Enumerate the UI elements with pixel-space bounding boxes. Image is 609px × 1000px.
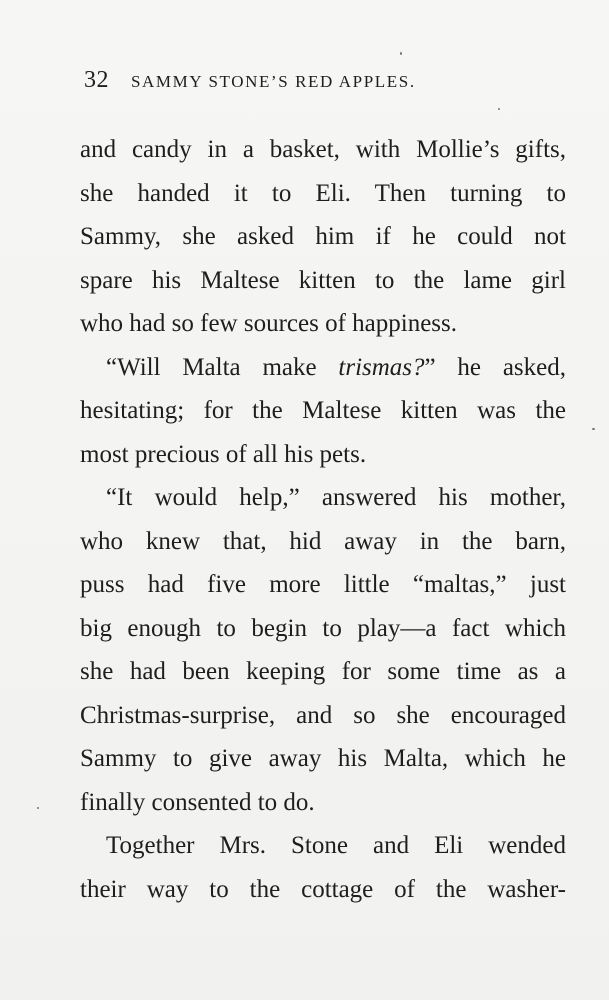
text-line: Sammy to give away his Malta, which he (80, 745, 566, 772)
text-line: big enough to begin to play—a fact which (80, 614, 566, 642)
text-line: spare his Maltese kitten to the lame girl (80, 266, 566, 294)
text-line: “It would help,” answered his mother, (106, 484, 566, 511)
text-line: who knew that, hid away in the barn, (80, 527, 566, 555)
text-line: Together Mrs. Stone and Eli wended (106, 832, 566, 859)
text-line: who had so few sources of happiness. (80, 310, 458, 337)
text-line (80, 346, 566, 390)
italic-word: trismas? (338, 353, 425, 381)
text-line: she handed it to Eli. Then turning to (80, 179, 566, 207)
text-fragment: ” he asked, (424, 353, 566, 381)
text-line: Christmas-surprise, and so she encouraged (80, 701, 566, 729)
body-text (80, 128, 566, 911)
scan-speck (498, 108, 500, 110)
text-line: most precious of all his pets. (80, 440, 367, 468)
text-fragment: “Will Malta make (106, 353, 339, 381)
text-line: Sammy, she asked him if he could not (80, 223, 566, 250)
running-head (84, 67, 524, 101)
scan-speck (592, 428, 595, 430)
text-line: puss had five more little “maltas,” just (80, 571, 566, 598)
scan-speck (400, 52, 402, 55)
text-line: and candy in a basket, with Mollie’s gifts, (80, 136, 566, 163)
text-line: their way to the cottage of the washer- (80, 875, 566, 903)
running-title: SAMMY STONE’S RED APPLES. (131, 72, 416, 91)
text-line: finally consented to do. (80, 788, 315, 816)
text-line: hesitating; for the Maltese kitten was the (80, 397, 566, 424)
scan-speck (37, 807, 39, 809)
page-number: 32 (84, 67, 109, 93)
text-line: she had been keeping for some time as a (80, 658, 566, 685)
